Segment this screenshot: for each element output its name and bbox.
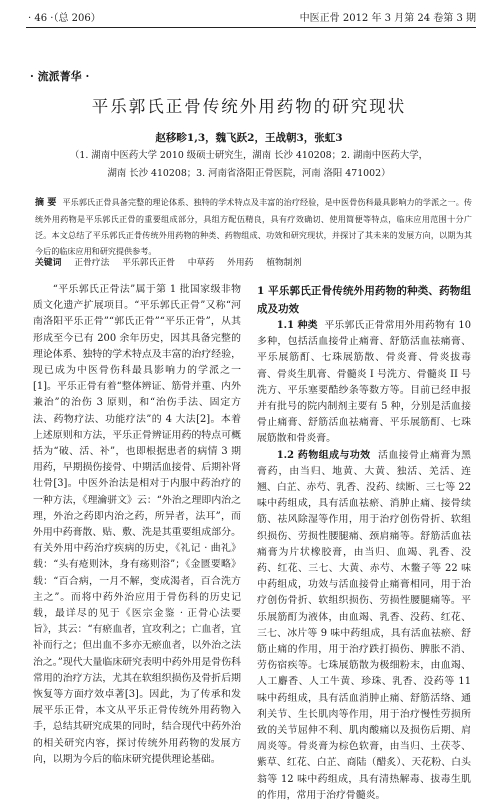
left-column <box>33 282 241 768</box>
keyword: 正骨疗法 <box>74 258 110 268</box>
keyword: 外用药 <box>227 258 254 268</box>
affiliation-line-1: （1. 湖南中医药大学 2010 级硕士研究生，湖南 长沙 410208；2. 湖南中医药大学， <box>70 150 428 161</box>
keyword: 植物制剂 <box>266 258 302 268</box>
keyword: 中草药 <box>187 258 215 268</box>
subsection-2-text: 活血接骨止痛膏为黑膏药，由当归、地黄、大黄、独活、羌活、连翘、白芷、赤芍、乳香、没药、续断、三七等 22 味中药组成，具有活血祛瘀、消肿止痛、接骨续筋、祛风除湿等作用，用于治疗创伤骨折、软组织损伤、劳损性腰腿痛、颈肩痛等。舒筋活血祛痛膏为片状橡胶膏，由当归、血竭、乳香、没药、红花、三七、大黄、赤芍、木鳖子等 22 味中药组成，功效与活血接骨止痛膏相同，用于治疗创伤骨折、软组织损伤、劳损性腰腿痛等。平乐展筋酊为液体，由血竭、乳香、没药、红花、三七、冰片等 9 味中药组成，具有活血祛瘀、舒筋止痛的作用，用于治疗跌打损伤、脾胀不消、劳伤宿疾等。七珠展筋散为极细粉末，由血竭、人工麝香、人工牛黄、珍珠、乳香、没药等 11 味中药组成，具有活血消肿止痛、舒筋活络、通利关节、生长肌肉等作用，用于治疗慢性劳损所致的关节屈伸不利、肌肉酸痛以及损伤后期、肩周炎等。骨炎膏为棕色软膏，由当归、土茯苓、紫草、红花、白芷、商陆（醋炙）、天花粉、白头翁等 12 味中药组成，具有清热解毒、拔毒生肌的作用，常用于治疗骨髓炎。 <box>257 449 471 801</box>
subsection-1-label: 1.1 种类 <box>276 320 318 331</box>
authors: 赵移畛1,3，魏飞跃2，王战朝3，张虹3 <box>155 132 343 144</box>
subsection-2-label: 1.2 药物组成与功效 <box>276 449 371 461</box>
article-title: 平乐郭氏正骨传统外用药物的研究现状 <box>91 97 407 116</box>
affiliation-line-2: 湖南 长沙 410208；3. 河南省洛阳正骨医院，河南 洛阳 471002） <box>107 168 391 179</box>
right-column <box>257 282 471 804</box>
subsection-2 <box>257 448 471 804</box>
intro-paragraph: “平乐郭氏正骨法”属于第 1 批国家级非物质文化遗产扩展项目。“平乐郭氏正骨”又称“河南洛阳平乐正骨”“郭氏正骨”“平乐正骨”，从其形成至今已有 200 余年历史，因其具备完整的理论体系、独特的学术特点及丰富的治疗经验，现已成为中医骨伤科最具影响力的学派之一[1]。平乐正骨有着“整体辨证、筋骨并重、内外兼治”的治伤 3 原则，和“治伤手法、固定方法、药物疗法、功能疗法”的 4 大法[2]。本着上述原则和方法，平乐正骨辨证用药的特点可概括为“破、活、补”，也即根据患者的病情 3 期用药，早期损伤接骨、中期活血接骨、后期补肾壮骨[3]。中医外治法是相对于内服中药治疗的一种方法，《理瀹骈文》云：“外治之理即内治之理，外治之药即内治之药，所异者，法耳”，而外用中药膏散、贴、敷、洗是其重要组成部分。有关外用中药治疗疾病的历史，《礼记 · 曲礼》载：“头有疮则沐，身有疡则浴”；《金匮要略》载：“百合病，一月不解，变成渴者，百合洗方主之”。而将中药外治应用于骨伤科的历史记载，最详尽的见于《医宗金鉴 · 正骨心法要旨》，其云：“有瘀血者，宜攻利之；亡血者，宜补而行之；但出血不多亦无瘀血者，以外治之法治之。”现代大量临床研究表明中药外用是骨伤科常用的治疗方法，尤其在软组织损伤及骨折后期恢复等方面疗效卓著[3]。因此，为了传承和发展平乐正骨，本文从平乐正骨传统外用药物入手，总结其研究成果的同时，结合现代中药外治的相关研究内容，探讨传统外用药物的发展方向，以期为今后的临床研究提供理论基础。 <box>33 284 241 765</box>
page-number-header: · 46 ·（总 206） <box>28 13 101 24</box>
subsection-1 <box>257 318 471 448</box>
journal-header: 中医正骨 2012 年 3 月第 24 卷第 3 期 <box>299 13 476 24</box>
keywords-label: 关键词 <box>35 258 62 268</box>
keywords <box>35 255 472 268</box>
section-heading: 1 平乐郭氏正骨传统外用药物的种类、药物组成及功效 <box>257 285 471 315</box>
abstract <box>35 194 472 259</box>
abstract-text: 平乐郭氏正骨具备完整的理论体系、独特的学术特点及丰富的治疗经验，是中医骨伤科最具影响力的学派之一。传统外用药物是平乐郭氏正骨的重要组成部分，具组方配伍精良，具有疗效确切、使用简便等特点，临床应用范围十分广泛。本文总结了平乐郭氏正骨传统外用药物的种类、药物组成、功效和研究现状，并探讨了其未来的发展方向，以期为其今后的临床应用和研究提供参考。 <box>35 197 472 256</box>
subsection-1-text: 平乐郭氏正骨常用外用药物有 10 多种，包括活血接骨止痛膏、舒筋活血祛痛膏、平乐展筋酊、七珠展筋散、骨炎膏、骨炎拔毒膏、骨炎生肌膏、骨髓炎 I 号洗方、骨髓炎 II 号洗方、平乐塞要酷纱条等数方等。目前已经申报并有批号的院内制剂主要有 5 种，分别是活血接骨止痛膏、舒筋活血祛痛膏、平乐展筋酊、七珠展筋散和骨炎膏。 <box>257 320 471 445</box>
section-tag: · 流派菁华 · <box>30 70 90 83</box>
abstract-label: 摘 要 <box>35 198 57 208</box>
header-rule <box>26 27 476 28</box>
keyword: 平乐郭氏正骨 <box>122 258 175 268</box>
